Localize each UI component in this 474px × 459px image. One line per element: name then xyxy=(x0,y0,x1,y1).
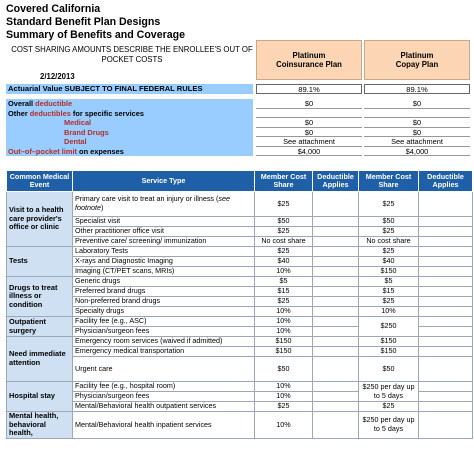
deductible-copay-cell xyxy=(419,237,473,247)
table-row xyxy=(7,412,473,439)
summary-row xyxy=(6,128,472,138)
service-type-cell xyxy=(73,357,255,382)
cost-share-copay-cell: $5 xyxy=(359,277,419,287)
col-header-service: Service Type xyxy=(73,171,255,192)
cost-share-coinsurance-cell: $15 xyxy=(255,287,313,297)
table-row xyxy=(7,382,473,392)
service-type-cell xyxy=(73,192,255,217)
medical-event-cell: Mental health, behavioral health, xyxy=(7,412,73,439)
cost-share-coinsurance-cell: $40 xyxy=(255,257,313,267)
cost-share-coinsurance-cell: $50 xyxy=(255,357,313,382)
service-text: Preventive care/ screening/ immunization xyxy=(75,236,207,246)
service-text: Specialty drugs xyxy=(75,306,125,316)
table-row xyxy=(7,257,473,267)
deductible-copay-cell xyxy=(419,412,473,439)
deductible-coinsurance-cell xyxy=(313,347,359,357)
deductible-copay-cell xyxy=(419,392,473,402)
table-row xyxy=(7,247,473,257)
col-header-event: Common Medical Event xyxy=(7,171,73,192)
service-text: Preferred brand drugs xyxy=(75,286,146,296)
plan-header-coinsurance xyxy=(256,40,362,80)
medical-event-cell: Drugs to treat illness or condition xyxy=(7,277,73,317)
summary-label-part: Brand Drugs xyxy=(64,127,109,137)
table-row xyxy=(7,317,473,327)
deductible-coinsurance-cell xyxy=(313,267,359,277)
service-type-cell xyxy=(73,277,255,287)
medical-event-cell: Need immediate attention xyxy=(7,337,73,382)
table-row xyxy=(7,307,473,317)
table-row xyxy=(7,267,473,277)
medical-event-cell: Visit to a health care provider's office or clinic xyxy=(7,192,73,247)
deductible-coinsurance-cell xyxy=(313,382,359,392)
deductible-coinsurance-cell xyxy=(313,257,359,267)
summary-label xyxy=(6,118,253,128)
summary-value: $0 xyxy=(364,128,470,138)
cost-share-copay-cell: $50 xyxy=(359,357,419,382)
service-text: Urgent care xyxy=(75,363,113,373)
plan-type: Coinsurance Plan xyxy=(276,60,342,69)
summary-label-part: Medical xyxy=(64,118,92,127)
table-row xyxy=(7,287,473,297)
service-text: Generic drugs xyxy=(75,276,121,286)
table-row xyxy=(7,227,473,237)
medical-event-cell: Outpatient surgery xyxy=(7,317,73,337)
service-text: Mental/Behavioral health outpatient services xyxy=(75,401,217,411)
service-type-cell xyxy=(73,227,255,237)
summary-value: $0 xyxy=(364,99,470,109)
actuarial-value-row xyxy=(6,84,472,94)
summary-label-part: for specific services xyxy=(70,108,144,118)
deductible-coinsurance-cell xyxy=(313,327,359,337)
deductible-copay-cell xyxy=(419,287,473,297)
plan-name: Platinum xyxy=(292,51,326,60)
cost-share-coinsurance-cell: No cost share xyxy=(255,237,313,247)
service-type-cell xyxy=(73,287,255,297)
document-title-org: Covered California xyxy=(6,3,101,15)
summary-label-part: Overall xyxy=(8,99,36,108)
cost-share-copay-cell: $25 xyxy=(359,192,419,217)
cost-share-copay-cell: $250 per day up to 5 days xyxy=(359,382,419,402)
service-text: Emergency medical transportation xyxy=(75,346,185,356)
cost-share-coinsurance-cell: 10% xyxy=(255,412,313,439)
medical-event-cell: Hospital stay xyxy=(7,382,73,412)
cost-share-copay-cell: No cost share xyxy=(359,237,419,247)
summary-label-part: Dental xyxy=(64,137,87,146)
service-type-cell xyxy=(73,237,255,247)
service-text: Physician/surgeon fees xyxy=(75,391,150,401)
cost-share-copay-cell: $50 xyxy=(359,217,419,227)
summary-label-part: on expenses xyxy=(77,146,124,156)
service-type-cell xyxy=(73,217,255,227)
cost-share-copay-cell: $150 xyxy=(359,347,419,357)
cost-share-coinsurance-cell: 10% xyxy=(255,327,313,337)
summary-value: See attachment xyxy=(256,137,362,147)
actuarial-value-coinsurance: 89.1% xyxy=(256,84,362,94)
deductible-coinsurance-cell xyxy=(313,247,359,257)
plan-header-copay xyxy=(364,40,470,80)
service-type-cell xyxy=(73,402,255,412)
summary-value: $4,000 xyxy=(256,147,362,157)
deductible-copay-cell xyxy=(419,402,473,412)
service-text: Other practitioner office visit xyxy=(75,226,164,236)
summary-label xyxy=(6,137,253,147)
table-row xyxy=(7,347,473,357)
deductible-coinsurance-cell xyxy=(313,297,359,307)
service-footnote-ref: see footnote xyxy=(75,194,230,212)
deductible-copay-cell xyxy=(419,297,473,307)
cost-share-coinsurance-cell: $25 xyxy=(255,192,313,217)
deductible-copay-cell xyxy=(419,257,473,267)
deductible-copay-cell xyxy=(419,267,473,277)
summary-row xyxy=(6,109,472,119)
summary-label-part: deductibles xyxy=(29,108,71,118)
cost-share-copay-cell: $250 xyxy=(359,317,419,337)
actuarial-value-label: Actuarial Value SUBJECT TO FINAL FEDERAL RULES xyxy=(6,84,253,94)
service-text: Facility fee (e.g., ASC) xyxy=(75,316,147,326)
cost-share-coinsurance-cell: $150 xyxy=(255,347,313,357)
service-type-cell xyxy=(73,267,255,277)
summary-label xyxy=(6,147,253,157)
deductible-copay-cell xyxy=(419,337,473,347)
col-header-cost-share-copay: Member Cost Share xyxy=(359,171,419,192)
summary-row xyxy=(6,137,472,147)
summary-value xyxy=(364,109,470,119)
summary-value: $0 xyxy=(256,128,362,138)
summary-value: $4,000 xyxy=(364,147,470,157)
service-type-cell xyxy=(73,412,255,439)
summary-value: See attachment xyxy=(364,137,470,147)
deductible-coinsurance-cell xyxy=(313,307,359,317)
summary-label-part: Other xyxy=(8,108,30,118)
deductible-coinsurance-cell xyxy=(313,402,359,412)
cost-share-coinsurance-cell: $50 xyxy=(255,217,313,227)
deductible-copay-cell xyxy=(419,307,473,317)
deductible-copay-cell xyxy=(419,227,473,237)
service-text-end: ) xyxy=(100,203,104,212)
cost-share-copay-cell: $150 xyxy=(359,267,419,277)
benefits-table xyxy=(6,170,473,439)
summary-label xyxy=(6,99,253,109)
cost-share-coinsurance-cell: 10% xyxy=(255,392,313,402)
cost-share-copay-cell: $15 xyxy=(359,287,419,297)
cost-share-coinsurance-cell: $5 xyxy=(255,277,313,287)
deductible-copay-cell xyxy=(419,192,473,217)
service-type-cell xyxy=(73,247,255,257)
deductible-coinsurance-cell xyxy=(313,192,359,217)
summary-value xyxy=(256,109,362,119)
summary-value: $0 xyxy=(256,99,362,109)
service-type-cell xyxy=(73,317,255,327)
summary-label xyxy=(6,109,253,119)
service-text: Laboratory Tests xyxy=(75,246,129,256)
summary-label-part: Out–of–pocket limit xyxy=(8,146,77,156)
summary-row xyxy=(6,118,472,128)
service-text: Mental/Behavioral health inpatient services xyxy=(75,419,212,429)
summary-value: $0 xyxy=(256,118,362,128)
document-date: 2/12/2013 xyxy=(40,72,75,81)
deductible-coinsurance-cell xyxy=(313,412,359,439)
summary-value: $0 xyxy=(364,118,470,128)
table-row xyxy=(7,337,473,347)
service-type-cell xyxy=(73,257,255,267)
document-title-summary: Summary of Benefits and Coverage xyxy=(6,29,185,41)
table-row xyxy=(7,402,473,412)
service-text: Facility fee (e.g., hospital room) xyxy=(75,381,176,391)
cost-share-coinsurance-cell: 10% xyxy=(255,317,313,327)
summary-label xyxy=(6,128,253,138)
cost-share-copay-cell: $25 xyxy=(359,402,419,412)
cost-share-coinsurance-cell: $150 xyxy=(255,337,313,347)
cost-share-copay-cell: $150 xyxy=(359,337,419,347)
service-type-cell xyxy=(73,337,255,347)
cost-share-copay-cell: $25 xyxy=(359,297,419,307)
deductible-coinsurance-cell xyxy=(313,277,359,287)
medical-event-cell: Tests xyxy=(7,247,73,277)
service-text: Specialist visit xyxy=(75,216,121,226)
deductible-coinsurance-cell xyxy=(313,392,359,402)
service-type-cell xyxy=(73,392,255,402)
deductible-coinsurance-cell xyxy=(313,337,359,347)
service-type-cell xyxy=(73,347,255,357)
cost-share-copay-cell: $25 xyxy=(359,227,419,237)
service-text: Primary care visit to treat an injury or illness ( xyxy=(75,194,219,204)
plan-type: Copay Plan xyxy=(395,60,439,69)
intro-text: COST SHARING AMOUNTS DESCRIBE THE ENROLLEE'S OUT OF POCKET COSTS xyxy=(11,45,253,64)
deductible-copay-cell xyxy=(419,347,473,357)
cost-share-coinsurance-cell: $25 xyxy=(255,247,313,257)
cost-share-copay-cell: $250 per day up to 5 days xyxy=(359,412,419,439)
table-row xyxy=(7,192,473,217)
cost-share-copay-cell: $25 xyxy=(359,247,419,257)
service-type-cell xyxy=(73,307,255,317)
col-header-cost-share-coinsurance: Member Cost Share xyxy=(255,171,313,192)
deductible-copay-cell xyxy=(419,327,473,337)
deductible-copay-cell xyxy=(419,277,473,287)
cost-share-copay-cell: $40 xyxy=(359,257,419,267)
table-row xyxy=(7,357,473,382)
plan-name: Platinum xyxy=(400,51,434,60)
table-row xyxy=(7,217,473,227)
cost-share-coinsurance-cell: $25 xyxy=(255,297,313,307)
actuarial-value-copay: 89.1% xyxy=(364,84,470,94)
deductible-coinsurance-cell xyxy=(313,317,359,327)
col-header-deductible-copay: Deductible Applies xyxy=(419,171,473,192)
service-type-cell xyxy=(73,382,255,392)
cost-share-coinsurance-cell: 10% xyxy=(255,307,313,317)
deductible-copay-cell xyxy=(419,217,473,227)
deductible-coinsurance-cell xyxy=(313,227,359,237)
cost-share-copay-cell: 10% xyxy=(359,307,419,317)
document-title-plan-designs: Standard Benefit Plan Designs xyxy=(6,16,161,28)
cost-share-coinsurance-cell: 10% xyxy=(255,267,313,277)
table-row xyxy=(7,297,473,307)
service-text: Non-preferred brand drugs xyxy=(75,296,161,306)
deductible-copay-cell xyxy=(419,247,473,257)
cost-share-coinsurance-cell: 10% xyxy=(255,382,313,392)
service-type-cell xyxy=(73,327,255,337)
summary-row xyxy=(6,99,472,109)
deductible-copay-cell xyxy=(419,317,473,327)
summary-row xyxy=(6,147,472,157)
deductible-copay-cell xyxy=(419,382,473,392)
deductible-coinsurance-cell xyxy=(313,217,359,227)
service-type-cell xyxy=(73,297,255,307)
col-header-deductible-coinsurance: Deductible Applies xyxy=(313,171,359,192)
deductible-coinsurance-cell xyxy=(313,357,359,382)
service-text: Imaging (CT/PET scans, MRIs) xyxy=(75,266,175,276)
cost-share-coinsurance-cell: $25 xyxy=(255,402,313,412)
deductible-summary xyxy=(6,99,472,156)
deductible-copay-cell xyxy=(419,357,473,382)
table-row xyxy=(7,277,473,287)
summary-label-part: deductible xyxy=(35,99,73,108)
deductible-coinsurance-cell xyxy=(313,287,359,297)
table-row xyxy=(7,237,473,247)
deductible-coinsurance-cell xyxy=(313,237,359,247)
service-text: Physician/surgeon fees xyxy=(75,326,150,336)
service-text: Emergency room services (waived if admitted) xyxy=(75,336,223,346)
service-text: X-rays and Diagnostic Imaging xyxy=(75,256,173,266)
table-header-row xyxy=(7,171,473,192)
cost-share-coinsurance-cell: $25 xyxy=(255,227,313,237)
